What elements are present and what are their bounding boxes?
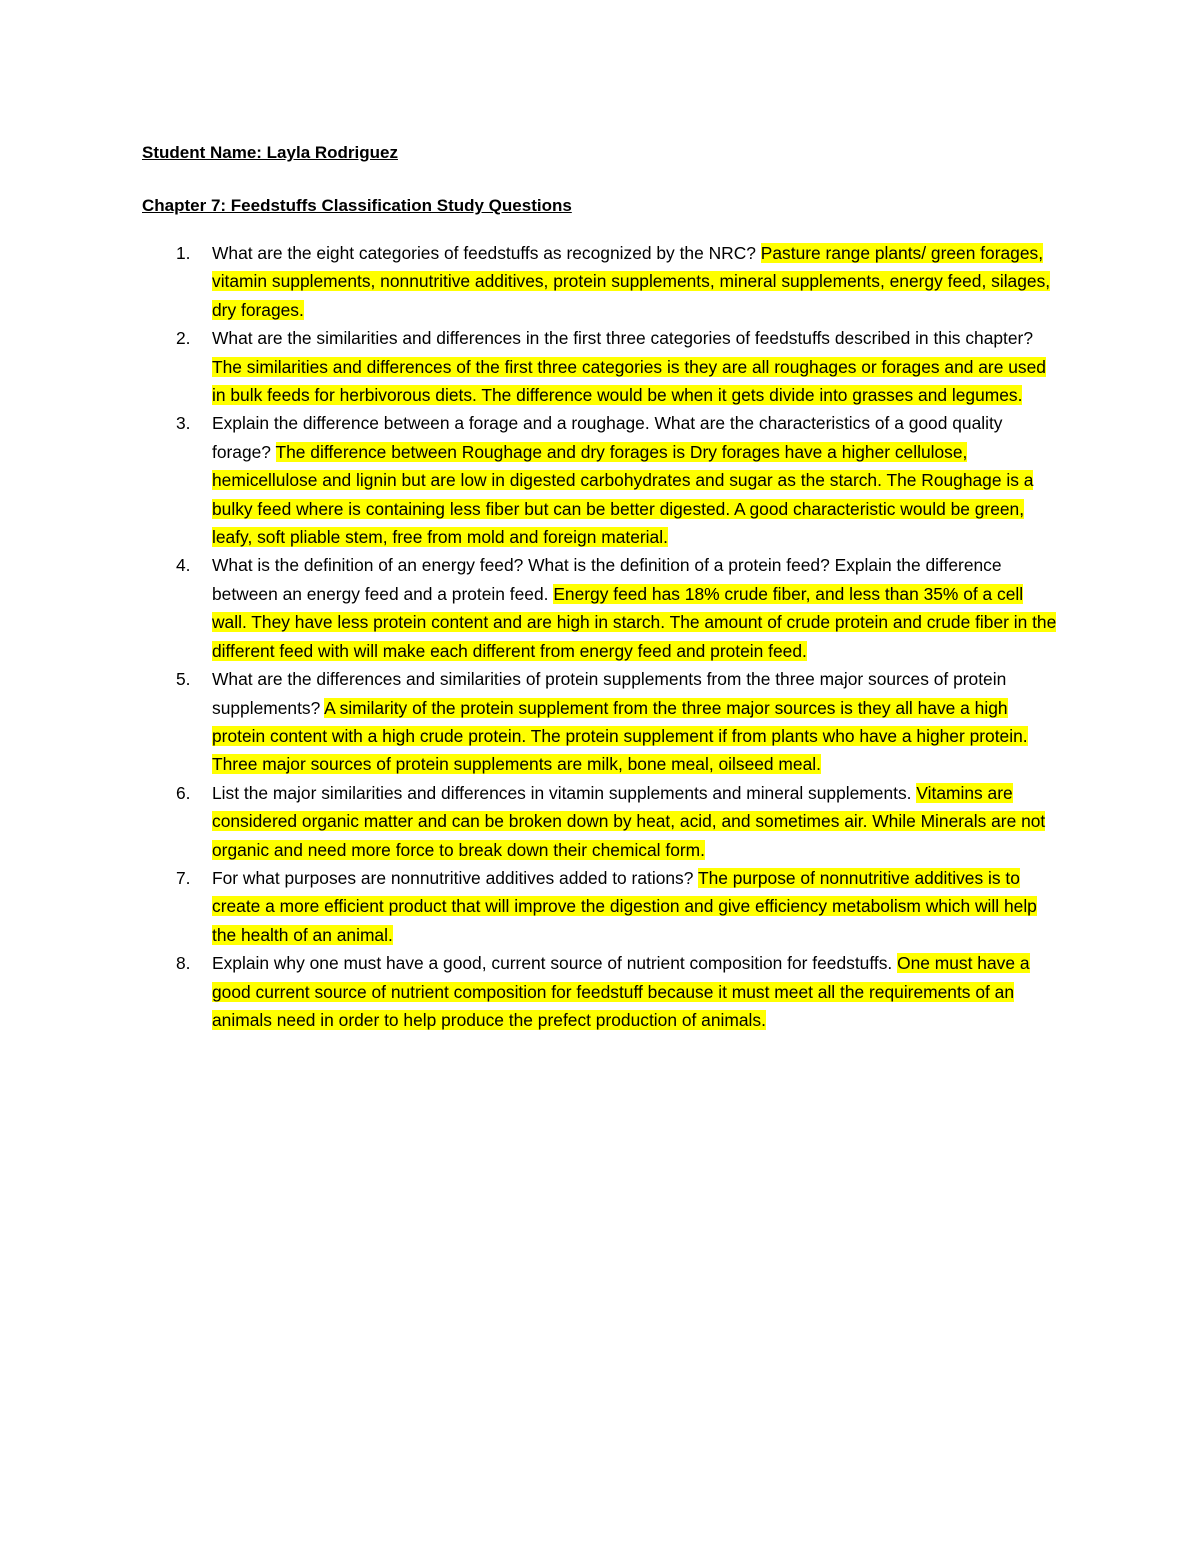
answer-highlight: The purpose of nonnutritive additives is to create a more efficient product that will improve the digestion and give efficiency metabolism which will help the health of an animal.	[212, 867, 1037, 945]
question-text: What are the differences and similarities of protein supplements from the three major sources of protein supplements?	[212, 669, 1007, 718]
question-number: 3.	[176, 413, 191, 434]
answer-highlight: One must have a good current source of nutrient composition for feedstuff because it must meet all the requirements of an animals need in order to help produce the prefect production of animals.	[212, 953, 1030, 1030]
answer-highlight: Energy feed has 18% crude fiber, and less than 35% of a cell wall. They have less protein content and are high in starch. The amount of crude protein and crude fiber in the different feed with will make each different from energy feed and protein feed.	[212, 583, 1057, 661]
question-text: List the major similarities and differences in vitamin supplements and mineral supplements.	[212, 782, 917, 803]
question-text: What are the eight categories of feedstuffs as recognized by the NRC?	[212, 243, 761, 263]
question-text: For what purposes are nonnutritive additives added to rations?	[212, 867, 698, 888]
question-text: Explain the difference between a forage and a roughage. What are the characteristics of a good quality forage?	[212, 413, 1003, 462]
question-list	[142, 239, 1060, 1034]
question-item-1	[142, 239, 1060, 324]
answer-highlight: Vitamins are considered organic matter and can be broken down by heat, acid, and sometimes air. While Minerals are not organic and need more force to break down their chemical form.	[212, 782, 1046, 860]
question-number: 1.	[176, 243, 191, 263]
question-item-3	[142, 409, 1060, 551]
question-item-6	[142, 779, 1060, 864]
question-item-8	[142, 949, 1060, 1034]
question-number: 5.	[176, 669, 191, 690]
question-number: 6.	[176, 782, 191, 803]
answer-highlight: Pasture range plants/ green forages, vitamin supplements, nonnutritive additives, protein supplements, mineral supplements, energy feed, silages, dry forages.	[212, 243, 1051, 320]
question-number: 8.	[176, 953, 191, 974]
question-text: What are the similarities and differences in the first three categories of feedstuffs described in this chapter?	[212, 328, 1034, 349]
question-number: 7.	[176, 867, 191, 888]
question-text: Explain why one must have a good, current source of nutrient composition for feedstuffs.	[212, 953, 898, 974]
question-text: What is the definition of an energy feed? What is the definition of a protein feed? Explain the difference between an energy feed and a protein feed.	[212, 555, 1002, 604]
question-number: 2.	[176, 328, 191, 349]
question-item-7	[142, 864, 1060, 949]
question-item-4	[142, 551, 1060, 665]
answer-highlight: A similarity of the protein supplement from the three major sources is they all have a high protein content with a high crude protein. The protein supplement if from plants who have a higher protein. Three major sources of protein supplements are milk, bone meal, oilseed meal.	[212, 697, 1028, 775]
answer-highlight: The similarities and differences of the first three categories is they are all roughages or forages and are used in bulk feeds for herbivorous diets. The difference would be when it gets divide into grasses and legumes.	[212, 356, 1046, 406]
question-item-5	[142, 665, 1060, 779]
question-number: 4.	[176, 555, 191, 576]
question-item-2	[142, 324, 1060, 409]
answer-highlight: The difference between Roughage and dry forages is Dry forages have a higher cellulose, hemicellulose and lignin but are low in digested carbohydrates and sugar as the starch. The Roughage is a bulky feed where is containing less fiber but can be better digested. A good characteristic would be green, leafy, soft pliable stem, free from mold and foreign material.	[212, 441, 1034, 548]
chapter-title-heading: Chapter 7: Feedstuffs Classification Study Questions	[142, 196, 572, 215]
student-name-heading: Student Name: Layla Rodriguez	[142, 143, 398, 162]
